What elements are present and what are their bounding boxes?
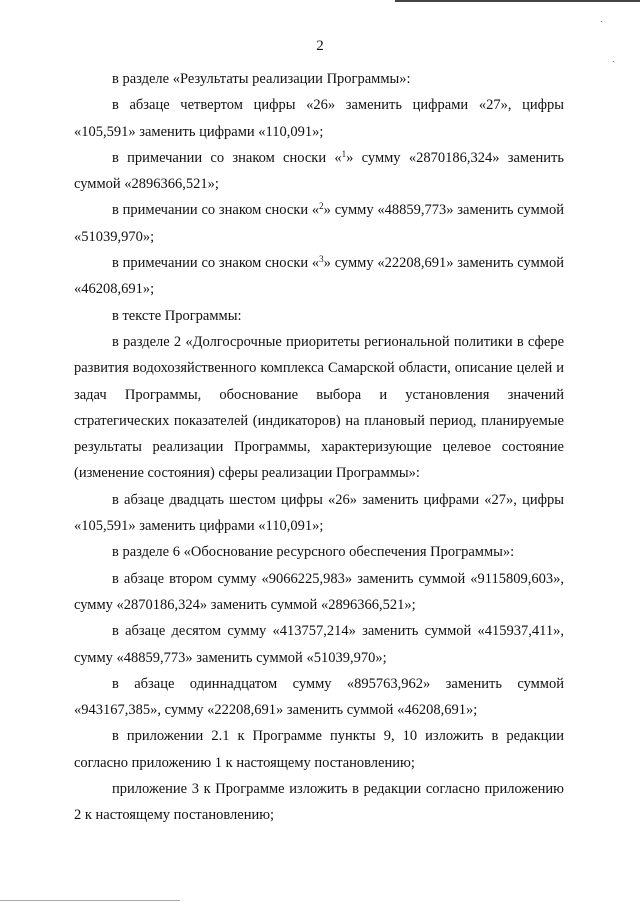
paragraph-footnote-1: в примечании со знаком сноски «$^1$» сумму «2870186,324» заменить суммой «2896366,521»; [74,148,564,193]
scan-bottom-line [0,900,180,901]
paragraph-tenth-abzac: в абзаце десятом сумму «413757,214» заменить суммой «415937,411», сумму «48859,773» заменить суммой «51039,970»; [74,623,564,666]
paragraph-footnote-3: в примечании со знаком сноски «$^3$» сумму «22208,691» заменить суммой «46208,691»; [74,254,564,298]
footnote-marker: 1 [341,148,347,159]
footnote-marker: 2 [319,201,324,212]
scan-mark: ˏ [612,52,616,63]
paragraph-appendix-3: приложение 3 к Программе изложить в редакции согласно приложению 2 к настоящему постановлению; [74,781,564,824]
scan-mark: ˏ [600,12,604,23]
paragraph-fourth-abzac: в абзаце четвертом цифры «26» заменить цифрами «27», цифры «105,591» заменить цифрами «110,091»; [74,97,564,140]
paragraph-results-section: в разделе «Результаты реализации Программы»: [112,71,411,87]
paragraph-program-text: в тексте Программы: [112,307,242,324]
paragraph-footnote-2: в примечании со знаком сноски «$^2$» сумму «48859,773» заменить суммой «51039,970»; [74,201,564,245]
page-number: 2 [316,38,324,54]
paragraph-second-abzac: в абзаце втором сумму «9066225,983» заменить суммой «9115809,603», сумму «2870186,324» заменить суммой «2896366,521»; [74,570,564,613]
document-body [74,66,564,829]
paragraph-twenty-sixth-abzac: в абзаце двадцать шестом цифры «26» заменить цифрами «27», цифры «105,591» заменить цифрами «110,091»; [74,491,564,535]
paragraph-appendix-2-1: в приложении 2.1 к Программе пункты 9, 10 изложить в редакции согласно приложению 1 к настоящему постановлению; [74,728,564,771]
scan-edge-line [395,0,640,2]
paragraph-section-2: в разделе 2 «Долгосрочные приоритеты региональной политики в сфере развития водохозяйственного комплекса Самарской области, описание целей и задач Программы, обоснование выбора и установления значений стратегических показателей (индикаторов) на плановый период, планируемые результаты реализации Программы, характеризующие целевое состояние (изменение состояния) сферы реализации Программы»: [74,333,564,482]
paragraph-eleventh-abzac: в абзаце одиннадцатом сумму «895763,962» заменить суммой «943167,385», сумму «22208,691» заменить суммой «46208,691»; [74,675,564,719]
paragraph-section-6: в разделе 6 «Обоснование ресурсного обеспечения Программы»: [112,544,515,561]
footnote-marker: 3 [319,254,324,265]
